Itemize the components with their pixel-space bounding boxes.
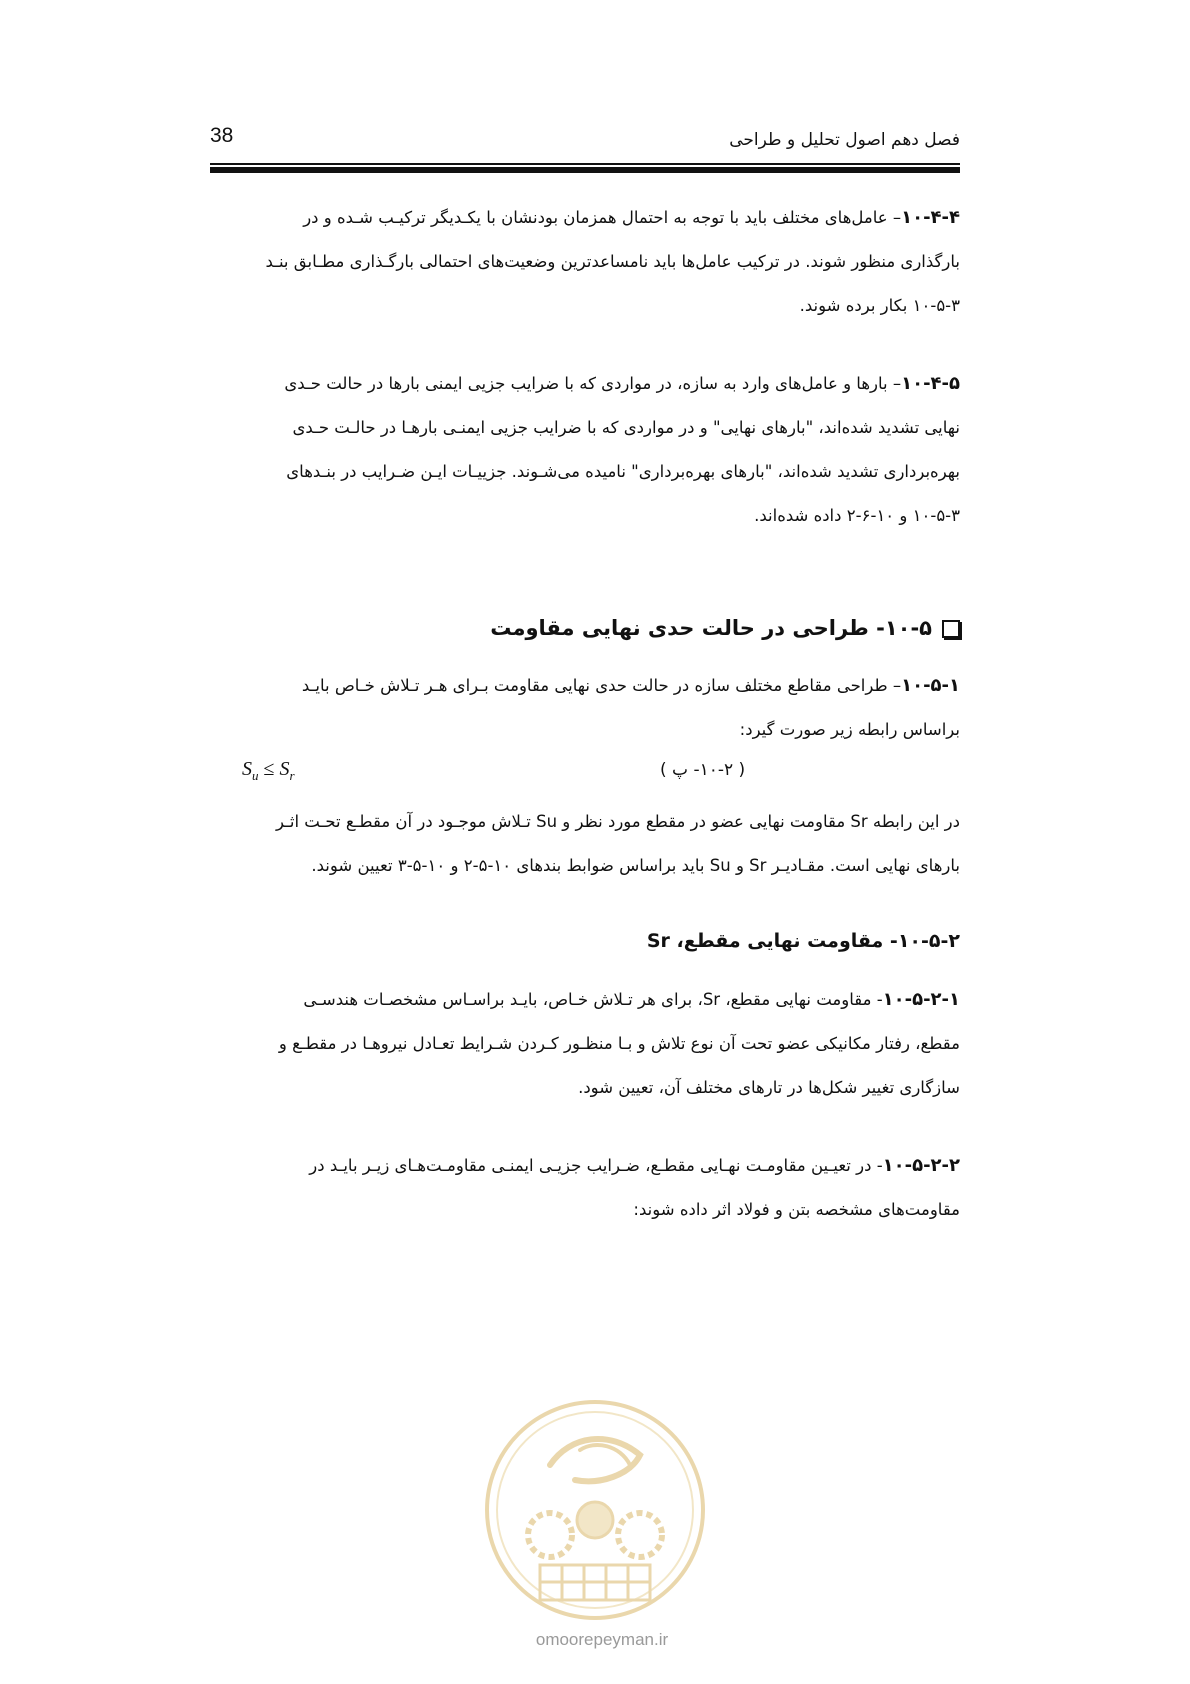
paragraph-line: نهایی تشدید شده‌اند، "بارهای نهایی" و در مواردی که با ضرایب جزیی ایمنـی بارهـا در حالـت حـدی [292, 418, 960, 437]
paragraph-line: بارگذاری منظور شوند. در ترکیب عامل‌ها باید نامساعدترین وضعیت‌های احتمالی بارگـذاری مطـابق بنـد [265, 252, 960, 271]
paragraph-line: سازگاری تغییر شکل‌ها در تارهای مختلف آن، تعیین شود. [578, 1078, 960, 1097]
clause-number: ۱۰-۵-۱ [901, 675, 960, 696]
paragraph-line: ۱۰-۵-۲-۲- در تعیـین مقاومـت نهـایی مقطـع، ضـرایب جزیـی ایمنـی مقاومـت‌هـای زیـر بایـد در [309, 1155, 960, 1176]
paragraph-line: ۱۰-۵-۳ بکار برده شوند. [799, 296, 960, 315]
paragraph-10-4-5 [210, 362, 960, 538]
checkbox-square-icon [942, 620, 960, 638]
header-rule-thick [210, 167, 960, 173]
equation-formula: $S_u \le S_r$ [242, 758, 295, 783]
page-number: 38 [210, 124, 234, 147]
chapter-title: فصل دهم اصول تحلیل و طراحی [729, 130, 960, 150]
paragraph-line: ۱۰-۴-۵– بارها و عامل‌های وارد به سازه، در مواردی که با ضرایب جزیی ایمنی بارها در حالت حـدی [284, 373, 960, 394]
watermark-seal-icon [480, 1395, 710, 1625]
watermark-site: omoorepeyman.ir [535, 1630, 669, 1649]
paragraph-line: براساس رابطه زیر صورت گیرد: [739, 720, 960, 739]
subsection-heading: ۱۰-۵-۲- مقاومت نهایی مقطع، Sr [646, 930, 960, 952]
paragraph-line: ۱۰-۵-۳ و ۱۰-۶-۲ داده شده‌اند. [754, 506, 960, 525]
page-header [210, 120, 960, 180]
paragraph-line: ۱۰-۴-۴– عامل‌های مختلف باید با توجه به احتمال همزمان بودنشان با یکـدیگر ترکیـب شـده و در [303, 207, 960, 228]
header-rule-thin [210, 163, 960, 165]
clause-number: ۱۰-۵-۲-۱ [882, 989, 960, 1010]
watermark-logo [480, 1395, 710, 1625]
paragraph-10-5-2-1 [210, 978, 960, 1110]
paragraph-10-5-1 [210, 664, 960, 752]
clause-number: ۱۰-۵-۲-۲ [882, 1155, 960, 1176]
paragraph-line: ۱۰-۵-۲-۱- مقاومت نهایی مقطع، Sr، برای هر تـلاش خـاص، بایـد براسـاس مشخصـات هندسـی [303, 989, 960, 1010]
clause-number: ۱۰-۴-۴ [901, 207, 960, 228]
paragraph-line: مقطع، رفتار مکانیکی عضو تحت آن نوع تلاش و بـا منظـور کـردن شـرایط تعـادل نیروهـا در مقطـع و [278, 1034, 960, 1053]
paragraph-definition [210, 800, 960, 888]
section-heading [210, 616, 960, 640]
paragraph-line: مقاومت‌های مشخصه بتن و فولاد اثر داده شوند: [633, 1200, 960, 1219]
paragraph-10-4-4 [210, 196, 960, 328]
equation-number: ( ۱۰-۲- پ ) [660, 760, 746, 780]
paragraph-line: بارهای نهایی است. مقـادیـر Sr و Su باید براساس ضوابط بندهای ۱۰-۵-۲ و ۱۰-۵-۳ تعیین شوند. [311, 856, 960, 875]
paragraph-line: بهره‌برداری تشدید شده‌اند، "بارهای بهره‌برداری" نامیده می‌شـوند. جزییـات ایـن ضـرایب در بنـدهای [286, 462, 960, 481]
paragraph-line: در این رابطه Sr مقاومت نهایی عضو در مقطع مورد نظر و Su تـلاش موجـود در آن مقطـع تحـت اثـر [275, 812, 960, 831]
paragraph-line: ۱۰-۵-۱– طراحی مقاطع مختلف سازه در حالت حدی نهایی مقاومت بـرای هـر تـلاش خـاص بایـد [301, 675, 960, 696]
equation [210, 756, 960, 796]
section-title: ۱۰-۵- طراحی در حالت حدی نهایی مقاومت [490, 616, 932, 640]
clause-number: ۱۰-۴-۵ [901, 373, 960, 394]
paragraph-10-5-2-2 [210, 1144, 960, 1232]
